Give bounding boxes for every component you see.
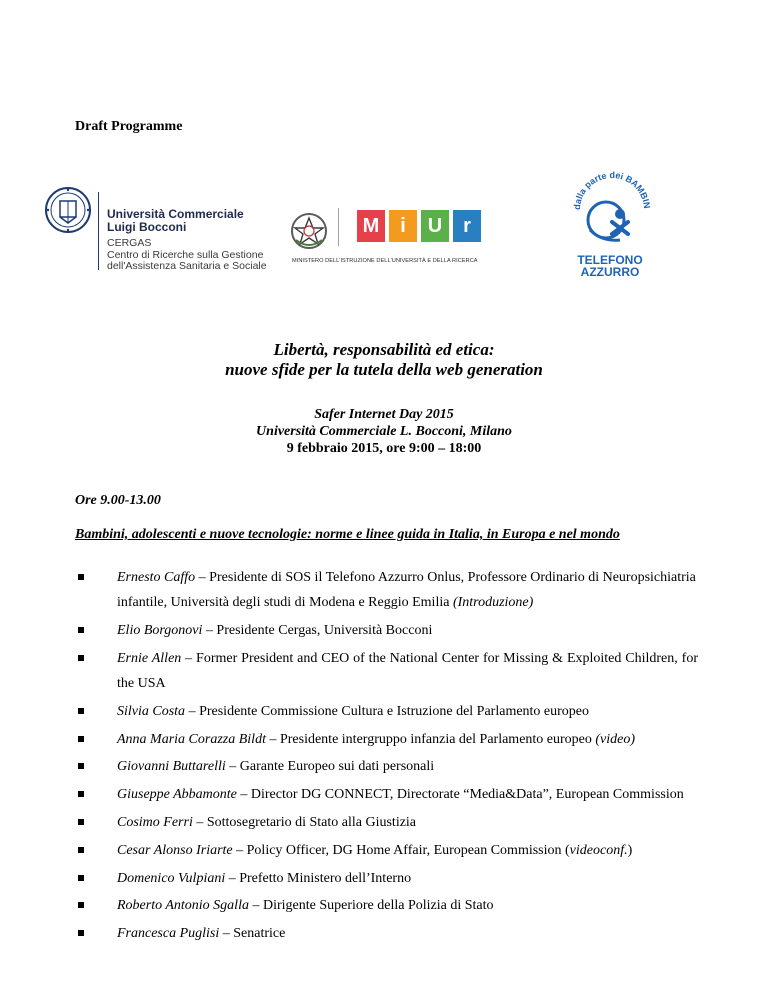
- speaker-note: (Introduzione): [452, 595, 534, 611]
- session-time: Ore 9.00-13.00: [75, 493, 161, 508]
- speaker-role: – Prefetto Ministero dell’Interno: [225, 870, 412, 886]
- speaker-name: Anna Maria Corazza Bildt: [117, 731, 266, 747]
- speaker-note-close: ): [627, 842, 633, 858]
- speaker-name: Silvia Costa: [117, 703, 186, 719]
- speaker-item: [78, 646, 698, 696]
- cergas-label: CERGAS Centro di Ricerche sulla Gestione dell'Assistenza Sanitaria e Sociale: [107, 237, 267, 272]
- speaker-note: videoconf.: [569, 842, 628, 858]
- speaker-name: Elio Borgonovi: [117, 623, 203, 638]
- bullet-icon: [78, 655, 84, 661]
- bocconi-name: Università Commerciale Luigi Bocconi: [107, 207, 244, 234]
- speaker-role: – Presidente di SOS il Telefono Azzurro Onlus, Professore Ordinario di Neuropsichiatria infantile, Università degli studi di Modena e Reggio Emilia: [117, 570, 696, 611]
- speaker-role: – Presidente intergruppo infanzia del Parlamento europeo: [265, 731, 596, 747]
- page-title: Libertà, responsabilità ed etica: nuove sfide per la tutela della web generation: [225, 340, 543, 379]
- speaker-name: Cesar Alonso Iriarte: [117, 842, 233, 858]
- session-heading: Bambini, adolescenti e nuove tecnologie: norme e linee guida in Italia, in Europa e nel mondo: [75, 527, 620, 542]
- telefono-azzurro-label: TELEFONO AZZURRO: [577, 253, 643, 279]
- event-info: [0, 406, 768, 457]
- speaker-name: Ernie Allen: [117, 650, 182, 666]
- bocconi-divider: [98, 192, 99, 270]
- speaker-item: [78, 810, 698, 835]
- miur-tile-r: r: [453, 210, 481, 242]
- speaker-item: [78, 838, 698, 863]
- bullet-icon: [78, 708, 84, 714]
- speaker-name: Giovanni Buttarelli: [117, 759, 226, 775]
- speaker-name: Domenico Vulpiani: [117, 870, 226, 886]
- bullet-icon: [78, 847, 84, 853]
- draft-label: Draft Programme: [75, 119, 183, 134]
- speaker-name: Cosimo Ferri: [117, 814, 193, 830]
- miur-tile-i: i: [389, 210, 417, 242]
- speaker-item: [78, 565, 698, 615]
- speaker-role: – Presidente Commissione Cultura e Istruzione del Parlamento europeo: [185, 703, 590, 719]
- bullet-icon: [78, 819, 84, 825]
- bullet-icon: [78, 791, 84, 797]
- speaker-item: [78, 754, 698, 779]
- event-date: 9 febbraio 2015, ore 9:00 – 18:00: [286, 441, 482, 456]
- bullet-icon: [78, 763, 84, 769]
- speaker-role: – Senatrice: [219, 926, 286, 942]
- bocconi-seal-icon: [44, 186, 92, 234]
- bullet-icon: [78, 736, 84, 742]
- speaker-name: Ernesto Caffo: [117, 570, 196, 585]
- bullet-icon: [78, 902, 84, 908]
- svg-text:dalla parte dei BAMBINI: [566, 170, 652, 210]
- speaker-item: [78, 921, 698, 946]
- telefono-azzurro-arc-text: dalla parte dei BAMBIN: [571, 170, 653, 211]
- speaker-role: – Garante Europeo sui dati personali: [225, 759, 435, 775]
- speaker-item: [78, 618, 698, 643]
- telefono-azzurro-logo-icon: [566, 170, 656, 252]
- speaker-role: – Dirigente Superiore della Polizia di Stato: [248, 898, 494, 914]
- bullet-icon: [78, 875, 84, 881]
- speaker-role: – Presidente Cergas, Università Bocconi: [202, 623, 433, 638]
- speaker-name: Francesca Puglisi: [117, 926, 220, 942]
- italian-emblem-icon: [288, 210, 330, 252]
- speaker-item: [78, 699, 698, 724]
- speaker-item: [78, 866, 698, 891]
- miur-caption: MINISTERO DELL'ISTRUZIONE DELL'UNIVERSITÀ E DELLA RICERCA: [292, 258, 478, 264]
- speaker-name: Roberto Antonio Sgalla: [117, 898, 249, 914]
- miur-tile-m: M: [357, 210, 385, 242]
- bullet-icon: [78, 627, 84, 633]
- speaker-role: – Former President and CEO of the National Center for Missing & Exploited Children, for the USA: [117, 650, 698, 691]
- speaker-name: Giuseppe Abbamonte: [117, 787, 237, 803]
- miur-tile-u: U: [421, 210, 449, 242]
- speaker-note: (video): [595, 731, 636, 747]
- speaker-item: [78, 727, 698, 752]
- event-venue: Università Commerciale L. Bocconi, Milano: [256, 424, 512, 439]
- speaker-role: – Policy Officer, DG Home Affair, European Commission (: [232, 842, 570, 858]
- bullet-icon: [78, 930, 84, 936]
- speaker-item: [78, 782, 698, 807]
- bullet-icon: [78, 574, 84, 580]
- speaker-role: – Sottosegretario di Stato alla Giustizia: [192, 814, 417, 830]
- event-name: Safer Internet Day 2015: [314, 407, 454, 422]
- miur-logo: [357, 210, 481, 242]
- speaker-list: [78, 565, 698, 949]
- miur-divider: [338, 208, 339, 246]
- speaker-item: [78, 893, 698, 918]
- speaker-role: – Director DG CONNECT, Directorate “Media&Data”, European Commission: [236, 787, 684, 803]
